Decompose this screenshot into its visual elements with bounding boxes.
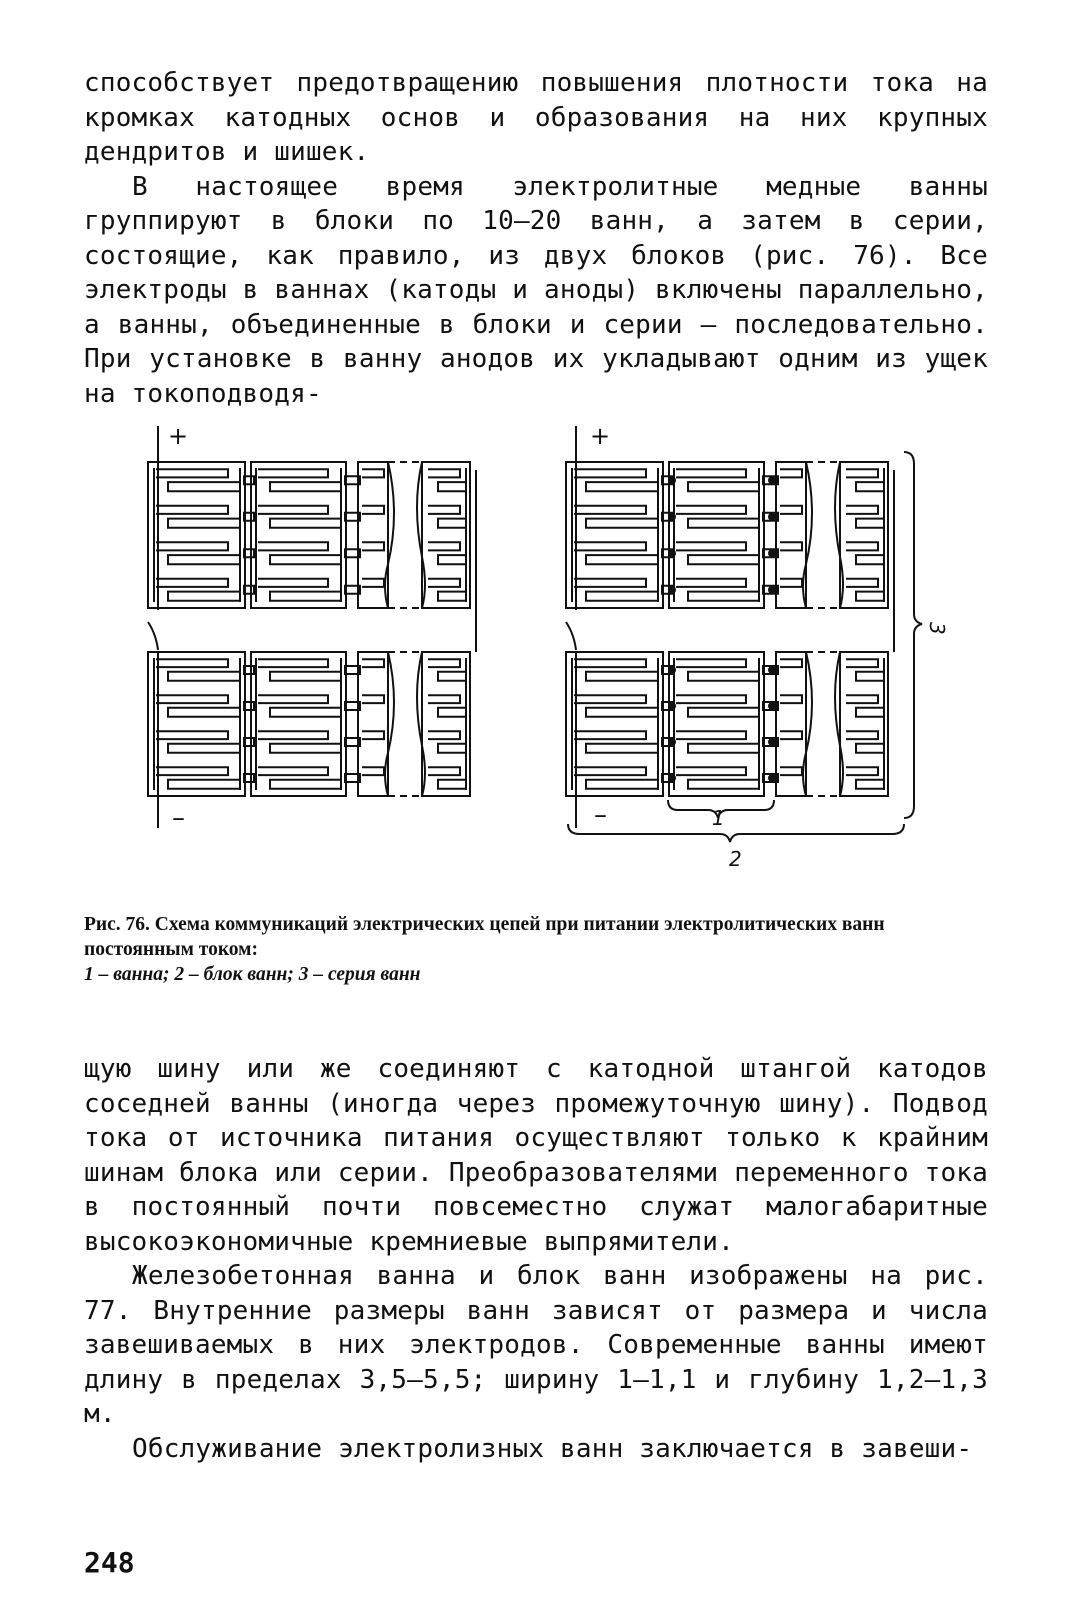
electrode — [846, 542, 878, 550]
electrode — [156, 731, 228, 739]
electrode — [362, 767, 384, 775]
electrode — [428, 767, 460, 775]
electrode — [156, 659, 228, 667]
junction-dot — [769, 667, 775, 673]
electrode — [270, 744, 341, 753]
page-number: 248 — [84, 1546, 135, 1579]
left-scheme — [148, 426, 476, 828]
junction-dot — [769, 587, 775, 593]
electrode — [586, 555, 658, 564]
electrode — [168, 555, 240, 564]
electrode — [780, 695, 802, 703]
electrode — [586, 708, 658, 717]
brace-block — [568, 824, 904, 842]
electrode — [586, 672, 658, 681]
electrode — [428, 731, 460, 739]
electrode — [258, 542, 328, 550]
electrode — [362, 469, 384, 477]
electrode — [856, 708, 884, 717]
electrode — [780, 659, 802, 667]
electrode — [688, 519, 759, 528]
electrode — [780, 542, 802, 550]
electrode — [780, 731, 802, 739]
electrode — [156, 767, 228, 775]
minus-sign-right: – — [594, 800, 607, 830]
junction-dot — [769, 775, 775, 781]
electrode — [688, 780, 759, 789]
label-bath: 1 — [712, 806, 725, 830]
electrode — [574, 469, 646, 477]
electrode — [362, 542, 384, 550]
plus-sign-left: + — [168, 422, 189, 450]
paragraph: способствует предотвращению повышения плотности тока на кромках катодных основ и образования на них крупных дендритов и шишек. — [84, 68, 988, 167]
electrode — [438, 780, 466, 789]
figure-caption — [84, 912, 988, 987]
plus-sign-right: + — [590, 422, 611, 450]
electrode — [688, 592, 759, 601]
electrode — [856, 672, 884, 681]
electrode — [156, 695, 228, 703]
electrode — [428, 542, 460, 550]
electrode — [168, 708, 240, 717]
electrode — [574, 695, 646, 703]
electrode — [586, 592, 658, 601]
series-link — [566, 622, 576, 650]
electrode — [676, 579, 746, 587]
break-line — [385, 652, 394, 796]
electrode — [574, 506, 646, 514]
electrode — [846, 767, 878, 775]
electrode — [574, 767, 646, 775]
electrode — [270, 555, 341, 564]
electrode — [168, 780, 240, 789]
electrode — [168, 744, 240, 753]
label-block: 2 — [729, 847, 742, 871]
electrode — [846, 579, 878, 587]
electrode — [270, 708, 341, 717]
electrode — [856, 555, 884, 564]
electrode — [846, 731, 878, 739]
electrode — [258, 659, 328, 667]
electrode — [168, 592, 240, 601]
break-line — [385, 462, 394, 608]
paragraph: В настоящее время электролитные медные ванны группируют в блоки по 10–20 ванн, а затем в серии, состоящие, как правило, из двух блоков (рис. 76). Все электроды в ваннах (катоды и аноды) включены параллельно, а ванны, объединенные в блоки и серии – последовательно. При установке в ванну анодов их укладывают одним из ущек на токоподводя- — [84, 171, 988, 409]
electrode — [846, 506, 878, 514]
electrode — [574, 542, 646, 550]
break-line — [803, 462, 812, 608]
electrode — [780, 579, 802, 587]
electrode — [270, 780, 341, 789]
electrode — [438, 482, 466, 491]
electrode — [676, 659, 746, 667]
electrode — [362, 659, 384, 667]
electrode — [688, 672, 759, 681]
electrode — [574, 659, 646, 667]
electrode — [428, 506, 460, 514]
electrode — [856, 744, 884, 753]
electrode — [270, 519, 341, 528]
electrode — [574, 731, 646, 739]
electrode — [258, 695, 328, 703]
electrode — [586, 482, 658, 491]
electrode — [168, 672, 240, 681]
electrode — [688, 744, 759, 753]
electrode — [362, 506, 384, 514]
electrode — [438, 708, 466, 717]
electrode — [676, 542, 746, 550]
junction-dot — [769, 703, 775, 709]
junction-dot — [769, 739, 775, 745]
electrode — [846, 659, 878, 667]
electrode — [856, 780, 884, 789]
electrode — [258, 469, 328, 477]
paragraph: щую шину или же соединяют с катодной штангой катодов соседней ванны (иногда через промежуточную шину). Подвод тока от источника питания осуществляют только к крайним шинам блока или серии. Преобразователями переменного тока в постоянный почти повсеместно служат малогабаритные высокоэкономичные кремниевые выпрямители. — [84, 1054, 988, 1257]
electrode — [856, 482, 884, 491]
electrode — [428, 659, 460, 667]
electrode — [156, 542, 228, 550]
series-link — [148, 622, 158, 650]
paragraph: Обслуживание электролизных ванн заключается в завеши- — [132, 1433, 973, 1464]
electrode — [846, 695, 878, 703]
electrode — [168, 482, 240, 491]
electrode — [270, 672, 341, 681]
electrode — [258, 767, 328, 775]
electrode — [270, 482, 341, 491]
electrode — [362, 695, 384, 703]
electrode — [428, 469, 460, 477]
junction-dot — [769, 550, 775, 556]
electrode — [780, 469, 802, 477]
figure-76-circuit-diagram — [0, 400, 1092, 880]
electrode — [362, 579, 384, 587]
electrode — [438, 519, 466, 528]
right-scheme — [566, 426, 922, 842]
electrode — [438, 592, 466, 601]
electrode — [676, 767, 746, 775]
electrode — [676, 469, 746, 477]
electrode — [586, 519, 658, 528]
break-line — [803, 652, 812, 796]
paragraph: Железобетонная ванна и блок ванн изображены на рис. 77. Внутренние размеры ванн зависят от размера и числа завешиваемых в них электродов. Современные ванны имеют длину в пределах 3,5–5,5; ширину 1–1,1 и глубину 1,2–1,3 м. — [84, 1261, 988, 1429]
electrode — [846, 469, 878, 477]
electrode — [270, 592, 341, 601]
caption-legend: 1 – ванна; 2 – блок ванн; 3 – серия ванн — [84, 964, 421, 985]
electrode — [438, 555, 466, 564]
electrode — [780, 767, 802, 775]
electrode — [856, 592, 884, 601]
caption-title: Рис. 76. Схема коммуникаций электрических цепей при питании электролитических ванн постоянным током: — [84, 914, 885, 960]
label-series: 3 — [925, 622, 949, 635]
electrode — [676, 506, 746, 514]
electrode — [428, 695, 460, 703]
minus-sign-left: – — [172, 803, 185, 833]
electrode — [258, 506, 328, 514]
electrode — [168, 519, 240, 528]
electrode — [676, 695, 746, 703]
electrode — [258, 579, 328, 587]
electrode — [586, 744, 658, 753]
electrode — [156, 506, 228, 514]
body-text-bottom — [84, 1052, 988, 1466]
electrode — [586, 780, 658, 789]
electrode — [362, 731, 384, 739]
electrode — [574, 579, 646, 587]
junction-dot — [769, 477, 775, 483]
electrode — [856, 519, 884, 528]
electrode — [780, 506, 802, 514]
brace-series — [904, 452, 922, 818]
electrode — [438, 744, 466, 753]
electrode — [688, 708, 759, 717]
junction-dot — [769, 514, 775, 520]
electrode — [688, 482, 759, 491]
electrode — [688, 555, 759, 564]
electrode — [676, 731, 746, 739]
body-text-top — [84, 66, 988, 411]
electrode — [156, 469, 228, 477]
electrode — [428, 579, 460, 587]
electrode — [156, 579, 228, 587]
electrode — [258, 731, 328, 739]
electrode — [438, 672, 466, 681]
